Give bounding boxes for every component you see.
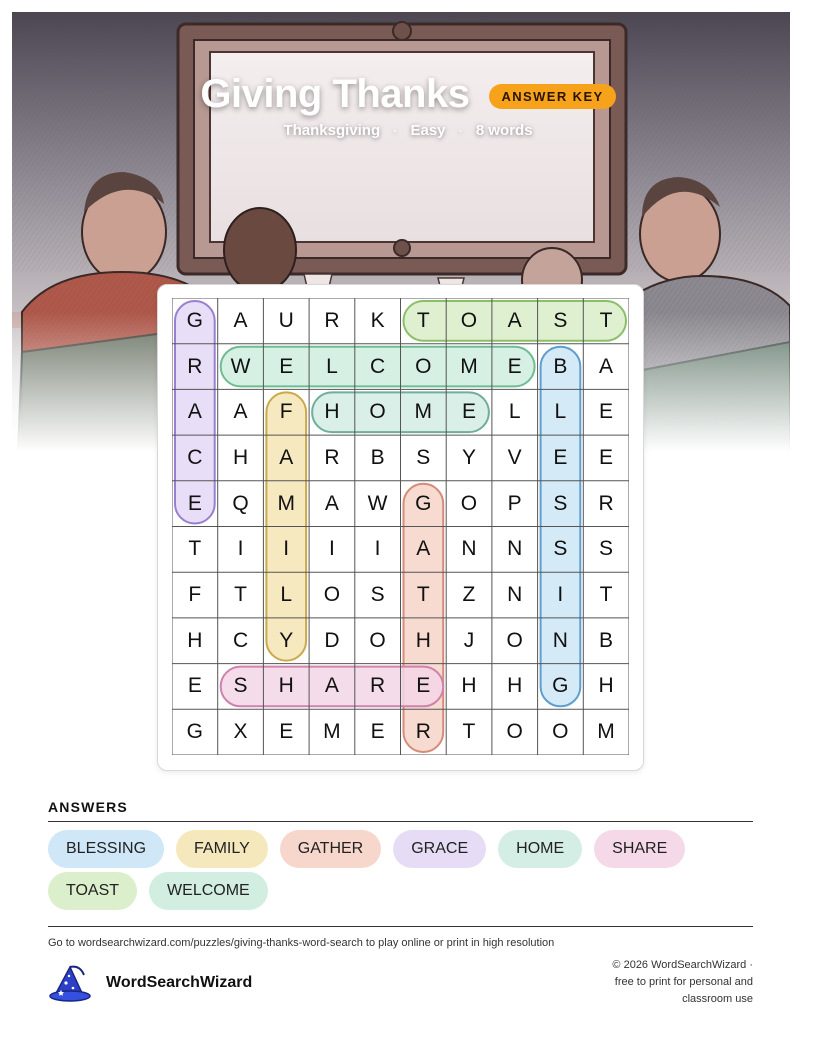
grid-cell[interactable]: M — [323, 720, 341, 744]
grid-cell[interactable]: Z — [462, 582, 476, 606]
grid-cell[interactable]: I — [557, 582, 564, 606]
grid-cell[interactable]: S — [553, 491, 568, 515]
grid-cell[interactable]: E — [370, 720, 385, 744]
grid-cell[interactable]: T — [599, 308, 613, 332]
grid-cell[interactable]: L — [280, 582, 293, 606]
grid-cell[interactable]: T — [599, 582, 613, 606]
grid-cell[interactable]: E — [279, 354, 294, 378]
grid-cell[interactable]: E — [461, 400, 476, 424]
word-search-grid — [172, 298, 629, 755]
grid-cell[interactable]: B — [370, 445, 385, 469]
grid-cell[interactable]: P — [507, 491, 522, 515]
grid-cell[interactable]: I — [237, 537, 244, 561]
grid-cell[interactable]: Y — [279, 628, 294, 652]
answer-pill: HOME — [498, 830, 582, 868]
grid-cell[interactable]: C — [370, 354, 386, 378]
grid-cell[interactable]: O — [415, 354, 432, 378]
wizard-hat-icon — [48, 963, 94, 1003]
grid-cell[interactable]: L — [554, 400, 567, 424]
grid-cell[interactable]: X — [233, 720, 248, 744]
meta-separator: · — [393, 124, 398, 138]
grid-cell[interactable]: H — [278, 674, 294, 698]
copyright-line: classroom use — [682, 993, 753, 1005]
grid-cell[interactable]: R — [598, 491, 614, 515]
grid-cell[interactable]: E — [187, 491, 202, 515]
grid-cell[interactable]: E — [279, 720, 294, 744]
grid-cell[interactable]: A — [507, 308, 522, 332]
puzzle-meta — [0, 122, 816, 139]
grid-cell[interactable]: H — [415, 628, 431, 652]
grid-cell[interactable]: S — [370, 582, 385, 606]
page-title: Giving Thanks — [200, 72, 470, 116]
grid-cell[interactable]: N — [507, 537, 523, 561]
grid-cell[interactable]: B — [599, 628, 614, 652]
grid-cell[interactable]: Q — [232, 491, 249, 515]
grid-cell[interactable]: G — [552, 674, 569, 698]
grid-cell[interactable]: O — [369, 628, 386, 652]
footer-divider — [48, 926, 753, 927]
answer-key-badge: ANSWER KEY — [489, 84, 615, 109]
answer-pill: GRACE — [393, 830, 486, 868]
grid-cell[interactable]: R — [324, 308, 340, 332]
grid-cell[interactable]: A — [233, 400, 248, 424]
grid-cell[interactable]: H — [507, 674, 523, 698]
grid-cell[interactable]: I — [328, 537, 335, 561]
grid-cell[interactable]: N — [507, 582, 523, 606]
grid-cell[interactable]: E — [507, 354, 522, 378]
grid-cell[interactable]: H — [598, 674, 614, 698]
grid-cell[interactable]: L — [326, 354, 338, 378]
grid-cell[interactable]: K — [370, 308, 385, 332]
grid-cell[interactable]: I — [283, 537, 290, 561]
grid-cell[interactable]: U — [278, 308, 294, 332]
copyright-line: free to print for personal and — [614, 976, 753, 988]
grid-cell[interactable]: T — [416, 582, 430, 606]
grid-cell[interactable]: O — [323, 582, 341, 606]
grid-cell[interactable]: M — [414, 400, 433, 424]
answer-pill: FAMILY — [176, 830, 268, 868]
grid-cell[interactable]: A — [324, 674, 339, 698]
grid-cell[interactable]: G — [415, 491, 432, 515]
answers-heading: ANSWERS — [48, 799, 128, 815]
grid-cell[interactable]: S — [553, 308, 568, 332]
grid-cell[interactable]: H — [232, 445, 249, 469]
grid-cell[interactable]: O — [506, 720, 523, 744]
grid-cell[interactable]: E — [599, 400, 614, 424]
grid-cell[interactable]: A — [599, 354, 614, 378]
grid-cell[interactable]: M — [460, 354, 478, 378]
grid-cell[interactable]: T — [416, 308, 430, 332]
grid-cell[interactable]: O — [460, 308, 478, 332]
grid-cell[interactable]: H — [187, 628, 203, 652]
answer-pill: TOAST — [48, 872, 137, 910]
grid-cell[interactable]: R — [415, 720, 431, 744]
answer-pill: GATHER — [280, 830, 381, 868]
grid-cell[interactable]: J — [463, 628, 475, 652]
grid-cell[interactable]: C — [187, 445, 203, 469]
grid-cell[interactable]: E — [187, 674, 202, 698]
grid-cell[interactable]: V — [507, 445, 522, 469]
grid-cell[interactable]: M — [597, 720, 615, 744]
grid-cell[interactable]: E — [416, 674, 431, 698]
grid-cell[interactable]: I — [374, 537, 381, 561]
answer-pill: SHARE — [594, 830, 685, 868]
grid-cell[interactable]: F — [279, 400, 293, 424]
grid-cell[interactable]: C — [232, 628, 249, 652]
grid-cell[interactable]: N — [461, 537, 477, 561]
grid-cell[interactable]: B — [553, 354, 568, 378]
grid-cell[interactable]: F — [188, 582, 202, 606]
meta-separator: · — [458, 124, 463, 138]
grid-cell[interactable]: A — [324, 491, 339, 515]
grid-cell[interactable]: O — [369, 400, 386, 424]
title-row — [0, 72, 816, 117]
grid-cell[interactable]: D — [324, 628, 340, 652]
grid-cell[interactable]: R — [187, 354, 203, 378]
grid-cell[interactable]: G — [186, 308, 204, 332]
difficulty-label: Easy — [410, 122, 446, 139]
grid-cell[interactable]: Y — [461, 445, 476, 469]
grid-cell[interactable]: A — [416, 537, 431, 561]
brand-name: WordSearchWizard — [106, 974, 253, 991]
grid-cell[interactable]: T — [188, 537, 202, 561]
category-label: Thanksgiving — [283, 122, 381, 139]
grid-cell[interactable]: H — [461, 674, 477, 698]
answers-list — [48, 830, 753, 910]
grid-cell[interactable]: T — [462, 720, 476, 744]
grid-cell[interactable]: W — [230, 354, 251, 378]
grid-cell[interactable]: L — [508, 400, 521, 424]
grid-cell[interactable]: W — [367, 491, 388, 515]
grid-cell[interactable]: T — [234, 582, 247, 606]
copyright — [553, 957, 753, 1008]
grid-cell[interactable]: N — [552, 628, 568, 652]
grid-cell[interactable]: G — [186, 720, 204, 744]
word-count-label: 8 words — [475, 122, 533, 139]
grid-cell[interactable]: A — [279, 445, 294, 469]
grid-cell[interactable]: R — [324, 445, 340, 469]
answer-pill: BLESSING — [48, 830, 164, 868]
grid-cell[interactable]: A — [187, 400, 202, 424]
play-online-link[interactable]: Go to wordsearchwizard.com/puzzles/giving-thanks-word-search to play online or print in high resolution — [48, 937, 555, 949]
grid-cell[interactable]: E — [553, 445, 568, 469]
grid-cell[interactable]: S — [553, 537, 568, 561]
grid-cell[interactable]: E — [599, 445, 614, 469]
grid-cell[interactable]: S — [416, 445, 431, 469]
grid-cell[interactable]: O — [552, 720, 569, 744]
letter-grid — [172, 298, 629, 755]
grid-cell[interactable]: S — [599, 537, 614, 561]
grid-cell[interactable]: S — [233, 674, 248, 698]
grid-cell[interactable]: H — [324, 400, 340, 424]
copyright-line: © 2026 WordSearchWizard · — [612, 959, 753, 971]
grid-cell[interactable]: M — [277, 491, 295, 515]
grid-cell[interactable]: O — [460, 491, 478, 515]
grid-cell[interactable]: O — [506, 628, 523, 652]
grid-cell[interactable]: R — [370, 674, 386, 698]
answers-divider — [48, 821, 753, 822]
answer-pill: WELCOME — [149, 872, 268, 910]
grid-cell[interactable]: A — [233, 308, 248, 332]
brand[interactable] — [48, 962, 252, 1004]
